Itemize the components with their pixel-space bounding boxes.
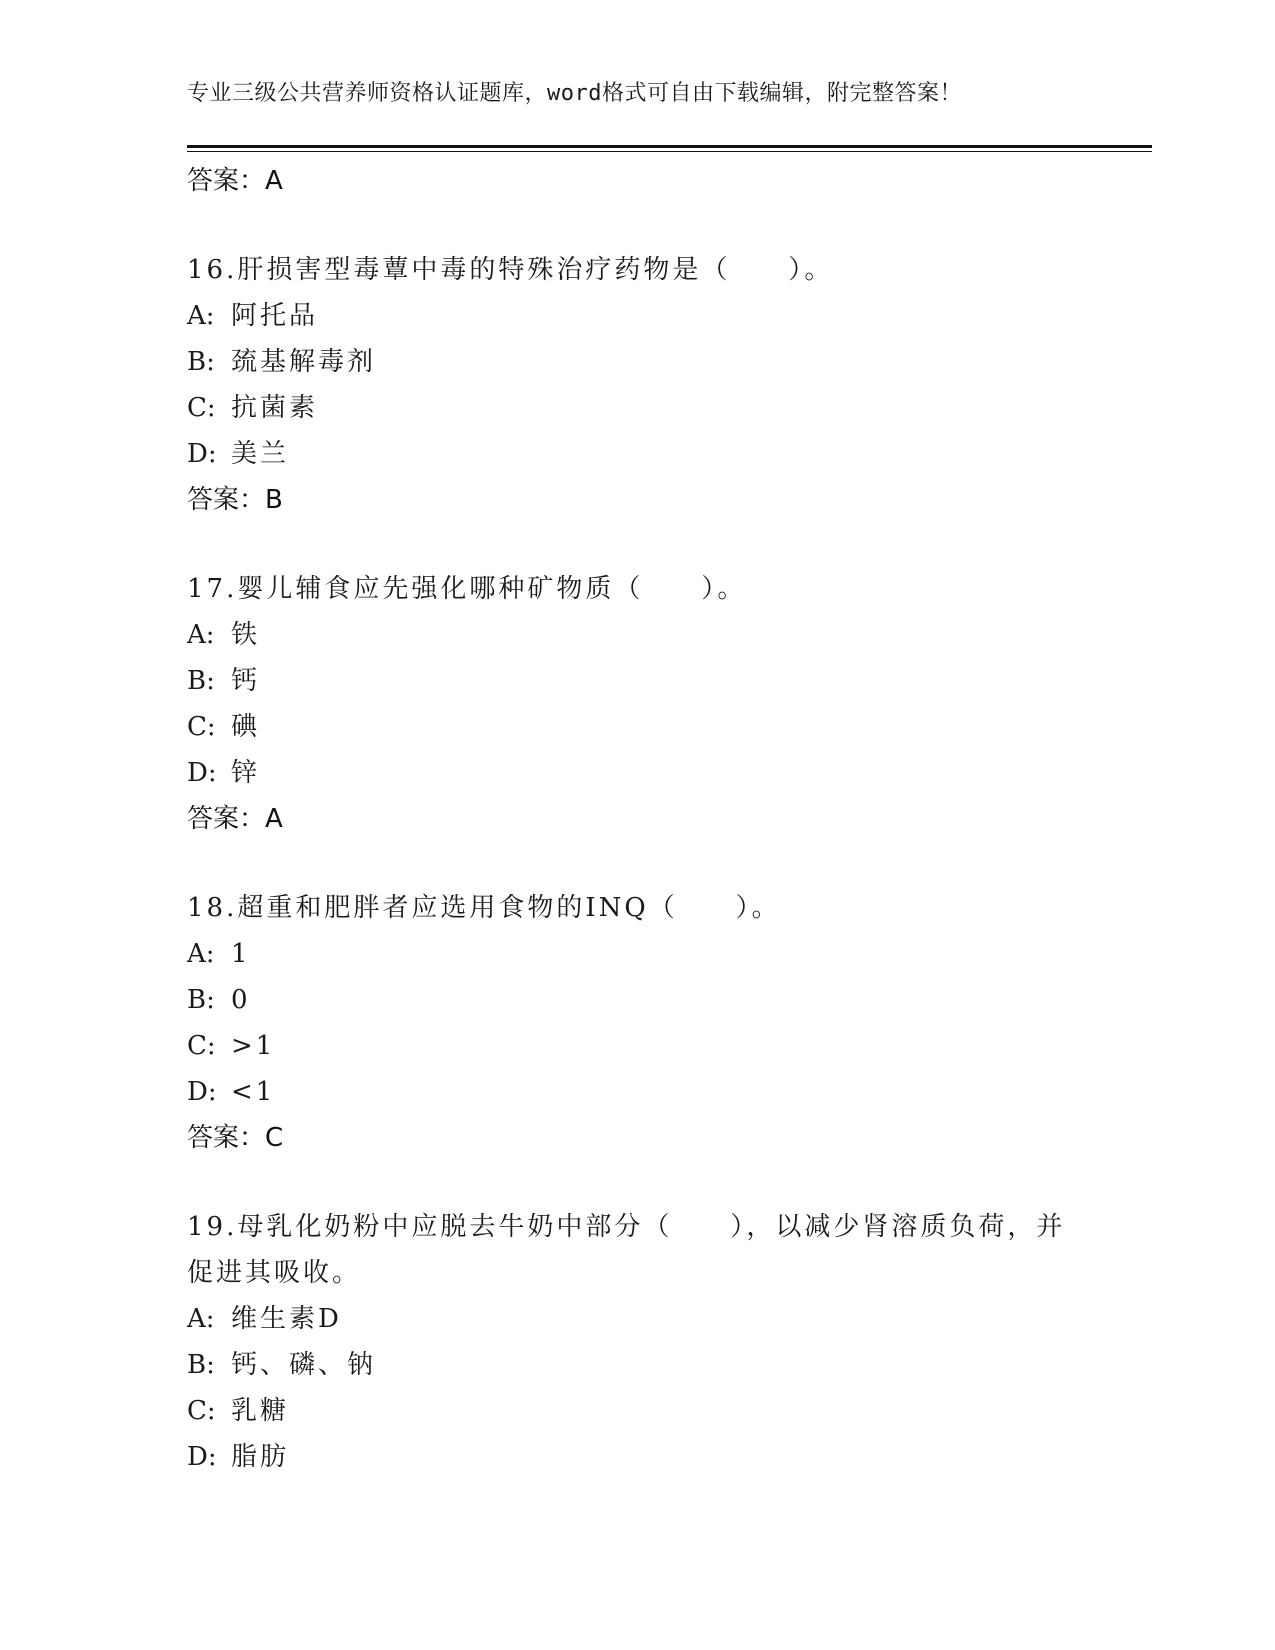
option-c xyxy=(187,704,1087,750)
option-letter: A: xyxy=(187,301,215,331)
option-a xyxy=(187,931,1087,977)
option-letter: A: xyxy=(187,620,215,650)
option-letter: D: xyxy=(187,439,217,469)
option-letter: B: xyxy=(187,666,215,696)
option-letter: B: xyxy=(187,1350,215,1380)
option-b xyxy=(187,658,1087,704)
option-letter: C: xyxy=(187,1396,216,1426)
option-text: 巯基解毒剂 xyxy=(231,347,377,377)
option-letter: C: xyxy=(187,393,216,423)
option-text: 维生素D xyxy=(231,1304,342,1334)
page-header: 专业三级公共营养师资格认证题库，word格式可自由下载编辑，附完整答案！ xyxy=(187,81,962,106)
answer-label: 答案：A xyxy=(187,804,283,834)
option-letter: A: xyxy=(187,1304,215,1334)
option-text: 美兰 xyxy=(231,439,290,469)
option-a xyxy=(187,1296,1087,1342)
option-letter: B: xyxy=(187,985,215,1015)
option-text: 锌 xyxy=(231,758,261,788)
option-b xyxy=(187,977,1087,1023)
option-text: 抗菌素 xyxy=(231,393,319,423)
question-block xyxy=(187,885,1087,1161)
option-letter: B: xyxy=(187,347,215,377)
question-stem: 17.婴儿辅食应先强化哪种矿物质（ ）。 xyxy=(187,574,747,604)
option-d xyxy=(187,1434,1087,1480)
option-a xyxy=(187,612,1087,658)
option-letter: C: xyxy=(187,712,216,742)
header-divider-thin xyxy=(187,151,1152,152)
answer-label: 答案：C xyxy=(187,1123,284,1153)
option-c xyxy=(187,385,1087,431)
option-d xyxy=(187,750,1087,796)
option-c xyxy=(187,1388,1087,1434)
answer-label: 答案：B xyxy=(187,485,283,515)
option-a xyxy=(187,293,1087,339)
option-text: <1 xyxy=(231,1077,276,1107)
option-text: 0 xyxy=(231,985,251,1015)
question-block xyxy=(187,1204,1087,1480)
option-letter: A: xyxy=(187,939,215,969)
option-letter: D: xyxy=(187,1442,217,1472)
question-stem: 19.母乳化奶粉中应脱去牛奶中部分（ ），以减少肾溶质负荷，并促进其吸收。 xyxy=(187,1212,1066,1288)
option-letter: D: xyxy=(187,758,217,788)
option-text: >1 xyxy=(231,1031,276,1061)
option-letter: C: xyxy=(187,1031,216,1061)
option-text: 乳糖 xyxy=(231,1396,290,1426)
option-d xyxy=(187,431,1087,477)
option-b xyxy=(187,339,1087,385)
question-stem: 16.肝损害型毒蕈中毒的特殊治疗药物是（ ）。 xyxy=(187,255,834,285)
option-b xyxy=(187,1342,1087,1388)
option-text: 阿托品 xyxy=(231,301,319,331)
option-text: 1 xyxy=(231,939,251,969)
header-divider-thick xyxy=(187,145,1152,148)
question-list xyxy=(187,158,1087,1480)
option-text: 铁 xyxy=(231,620,261,650)
option-d xyxy=(187,1069,1087,1115)
question-block xyxy=(187,247,1087,523)
option-letter: D: xyxy=(187,1077,217,1107)
question-stem: 18.超重和肥胖者应选用食物的INQ（ ）。 xyxy=(187,893,781,923)
option-c xyxy=(187,1023,1087,1069)
option-text: 脂肪 xyxy=(231,1442,290,1472)
option-text: 碘 xyxy=(231,712,261,742)
option-text: 钙 xyxy=(231,666,261,696)
option-text: 钙、磷、钠 xyxy=(231,1350,377,1380)
question-block xyxy=(187,566,1087,842)
answer-label: 答案：A xyxy=(187,166,283,196)
